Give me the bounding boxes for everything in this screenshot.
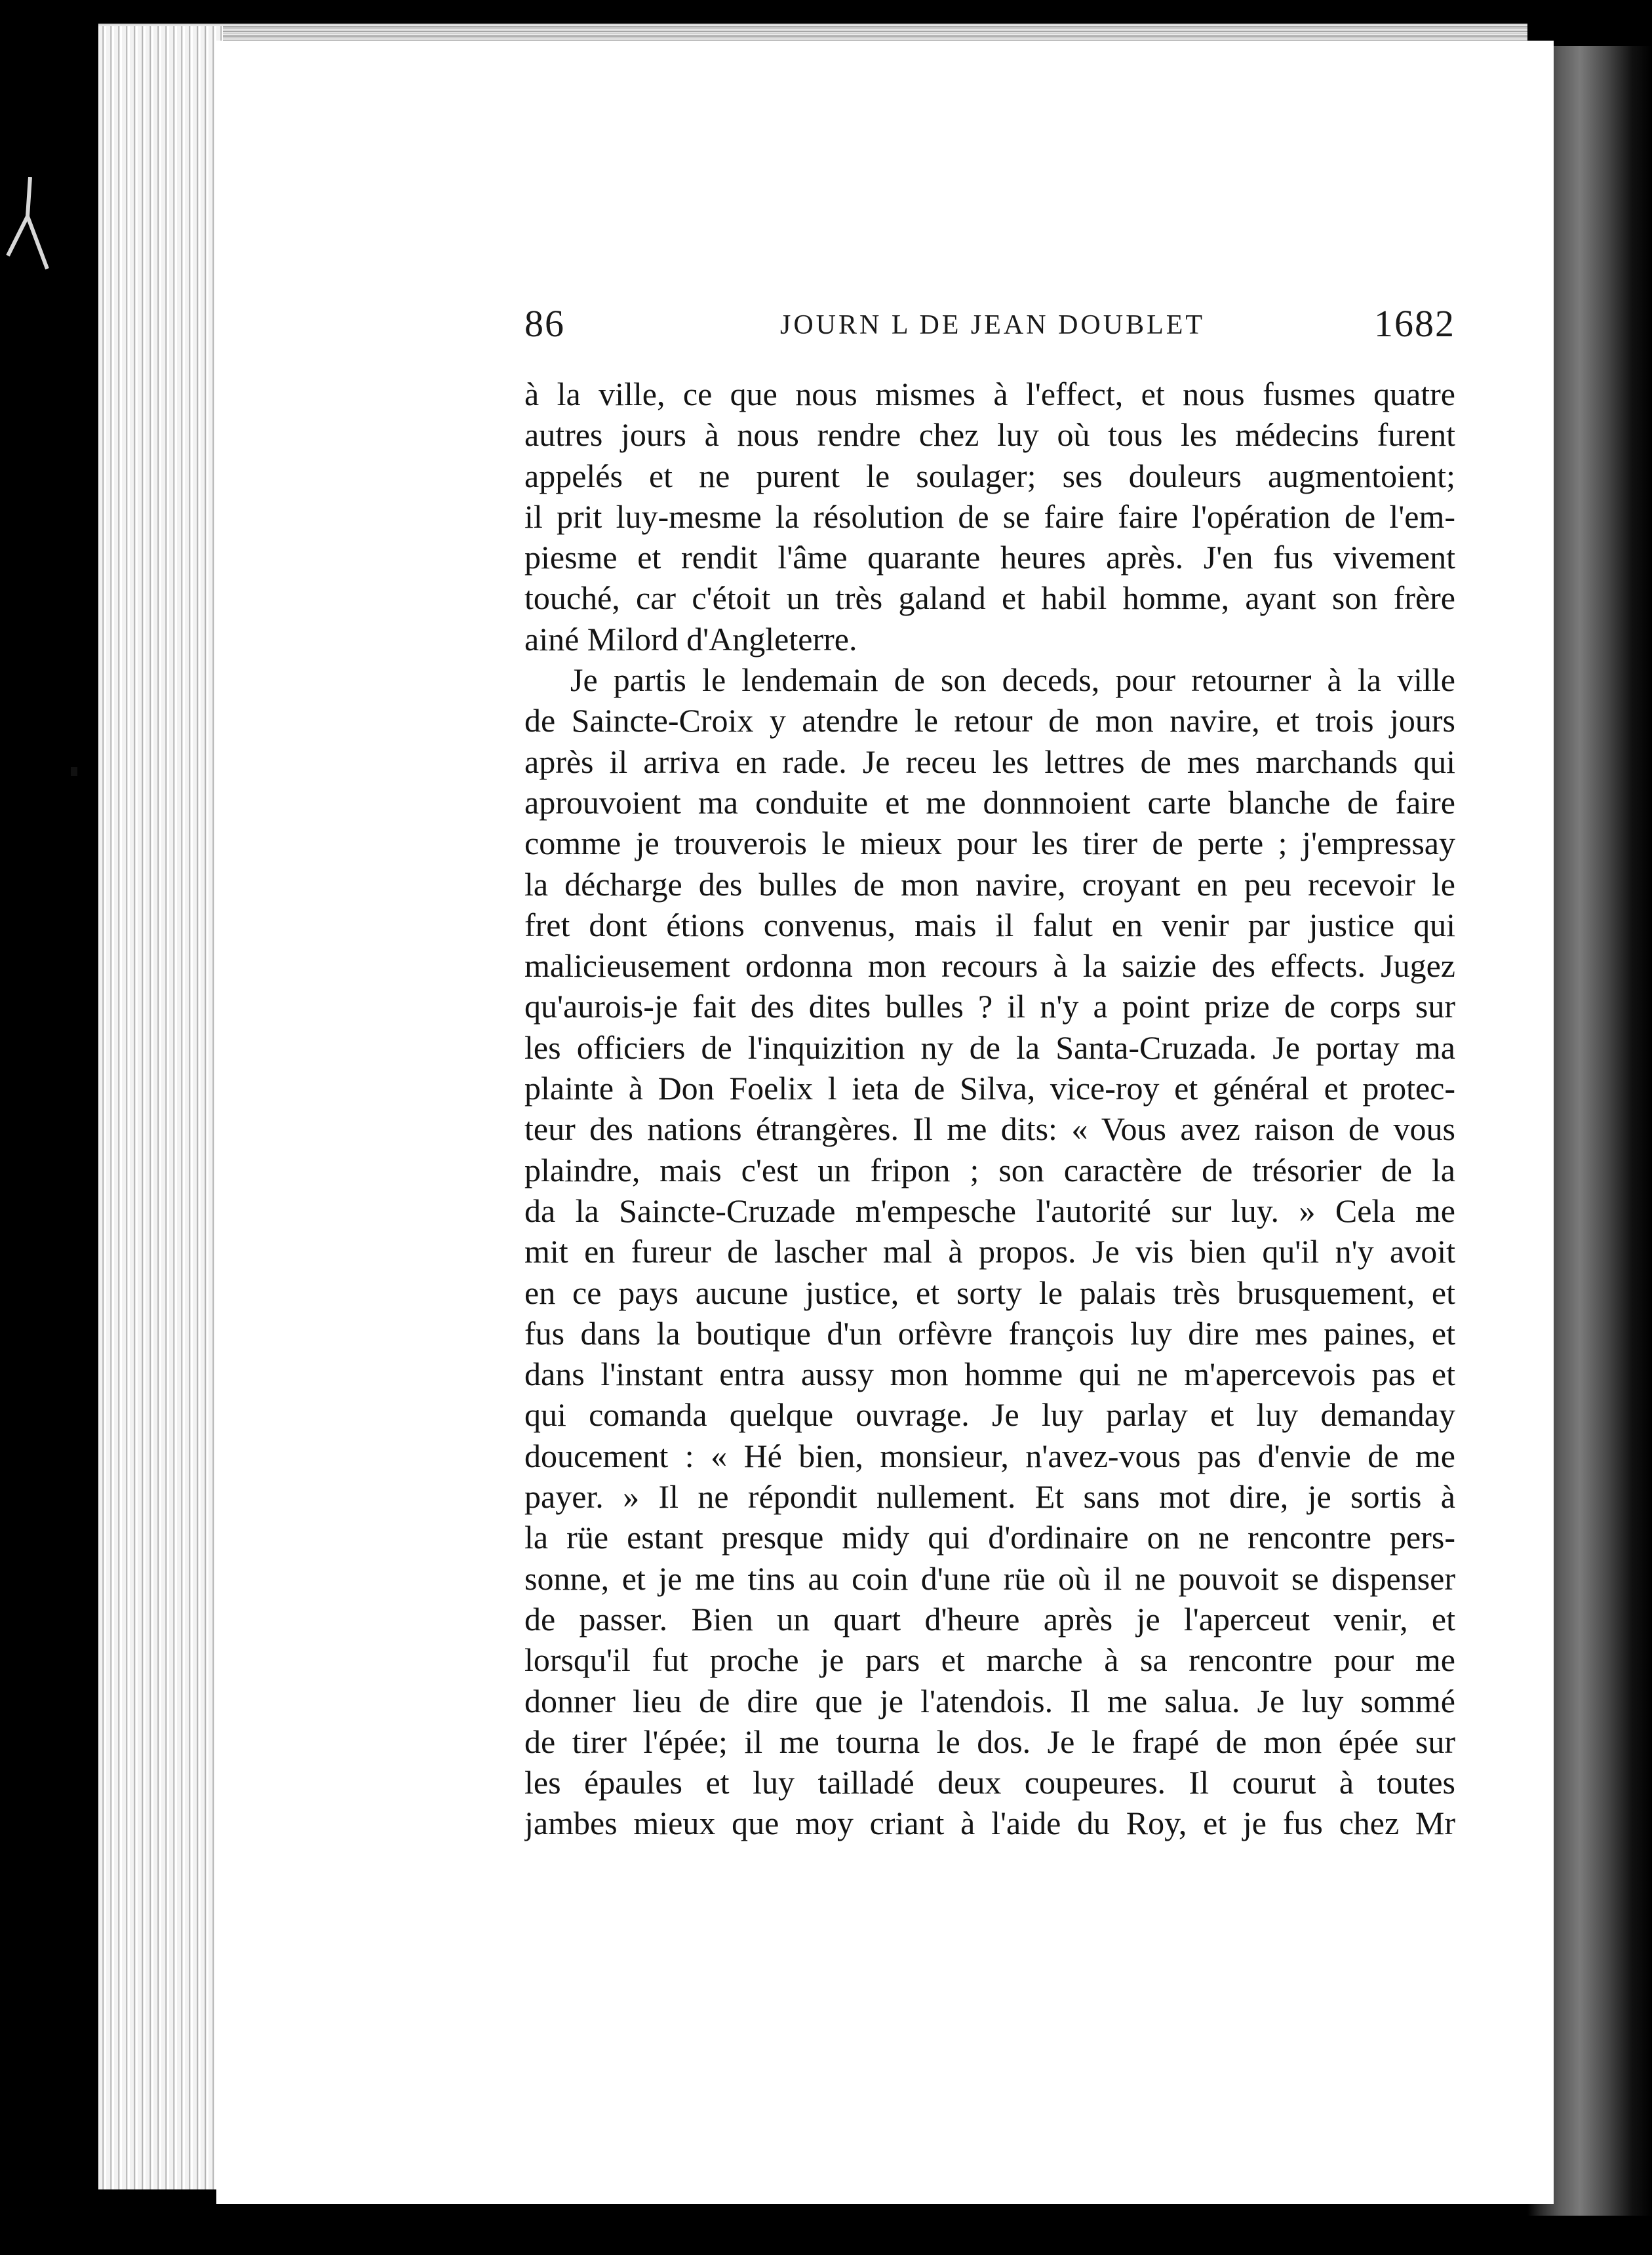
text-line: ainé Milord d'Angleterre. (524, 620, 857, 657)
text-line: fret dont étions convenus, mais il falut en venir par justice qui (524, 906, 1455, 943)
page-number: 86 (524, 302, 565, 345)
text-line: teur des nations étrangères. Il me dits: « Vous avez raison de vous (524, 1110, 1455, 1148)
text-line: da la Saincte-Cruzade m'empesche l'autorité sur luy. » Cela me (524, 1192, 1455, 1229)
page-stack-edges (98, 26, 223, 2189)
text-line: qu'aurois-je fait des dites bulles ? il n'y a point prize de corps sur (524, 988, 1455, 1025)
text-line: comme je trouverois le mieux pour les tirer de perte ; j'empressay (524, 825, 1455, 862)
text-line: plainte à Don Foelix l ieta de Silva, vice-roy et général et protec- (524, 1070, 1455, 1107)
text-line: donner lieu de dire que je l'atendois. Il me salua. Je luy sommé (524, 1682, 1455, 1719)
text-line: touché, car c'étoit un très galand et habil homme, ayant son frère (524, 579, 1455, 617)
text-line: dans l'instant entra aussy mon homme qui ne m'apercevois pas et (524, 1356, 1455, 1393)
text-line: lorsqu'il fut proche je pars et marche à sa rencontre pour me (524, 1641, 1455, 1679)
text-line: la rüe estant presque midy qui d'ordinaire on ne rencontre pers- (524, 1519, 1455, 1556)
text-line: les épaules et luy tailladé deux coupeures. Il courut à toutes (524, 1764, 1455, 1801)
text-line: la décharge des bulles de mon navire, croyant en peu recevoir le (524, 865, 1455, 903)
text-line: de passer. Bien un quart d'heure après je l'aperceut venir, et (524, 1600, 1455, 1637)
text-line: qui comanda quelque ouvrage. Je luy parlay et luy demanday (524, 1396, 1455, 1434)
text-line: à la ville, ce que nous mismes à l'effect, et nous fusmes quatre (524, 376, 1455, 412)
page-top-edges (98, 24, 1527, 42)
text-line: il prit luy-mesme la résolution de se faire faire l'opération de l'em- (524, 498, 1455, 535)
text-line: après il arriva en rade. Je receu les lettres de mes marchands qui (524, 743, 1455, 780)
text-line: doucement : « Hé bien, monsieur, n'avez-vous pas d'envie de me (524, 1437, 1455, 1474)
running-year: 1682 (1374, 302, 1455, 345)
text-line: autres jours à nous rendre chez luy où tous les médecins furent (524, 416, 1455, 454)
margin-speck (71, 767, 77, 776)
text-line: en ce pays aucune justice, et sorty le palais très brusquement, et (524, 1274, 1455, 1311)
running-title: JOURN L DE JEAN DOUBLET (780, 310, 1206, 340)
text-line: piesme et rendit l'âme quarante heures après. J'en fus vivement (524, 539, 1455, 576)
text-line: appelés et ne purent le soulager; ses douleurs augmentoient; (524, 457, 1455, 494)
text-line: les officiers de l'inquizition ny de la Santa-Cruzada. Je portay ma (524, 1029, 1455, 1066)
body-text (524, 374, 1455, 1844)
margin-mark-icon (4, 177, 56, 275)
text-line: malicieusement ordonna mon recours à la saizie des effects. Jugez (524, 947, 1455, 985)
text-line: de tirer l'épée; il me tourna le dos. Je le frapé de mon épée sur (524, 1723, 1455, 1760)
text-line: plaindre, mais c'est un fripon ; son caractère de trésorier de la (524, 1151, 1455, 1188)
running-head (524, 302, 1455, 361)
text-line: payer. » Il ne répondit nullement. Et sans mot dire, je sortis à (524, 1478, 1455, 1516)
text-line: Je partis le lendemain de son deceds, pour retourner à la ville (570, 661, 1455, 699)
text-line: fus dans la boutique d'un orfèvre françois luy dire mes paines, et (524, 1314, 1455, 1352)
text-line: de Saincte-Croix y atendre le retour de mon navire, et trois jours (524, 702, 1455, 739)
text-line: mit en fureur de lascher mal à propos. Je vis bien qu'il n'y avoit (524, 1233, 1455, 1270)
text-line: aprouvoient ma conduite et me donnnoient carte blanche de faire (524, 783, 1455, 821)
text-line: sonne, et je me tins au coin d'une rüe où il ne pouvoit se dispenser (524, 1559, 1455, 1597)
text-line: jambes mieux que moy criant à l'aide du Roy, et je fus chez Mr (524, 1805, 1455, 1842)
